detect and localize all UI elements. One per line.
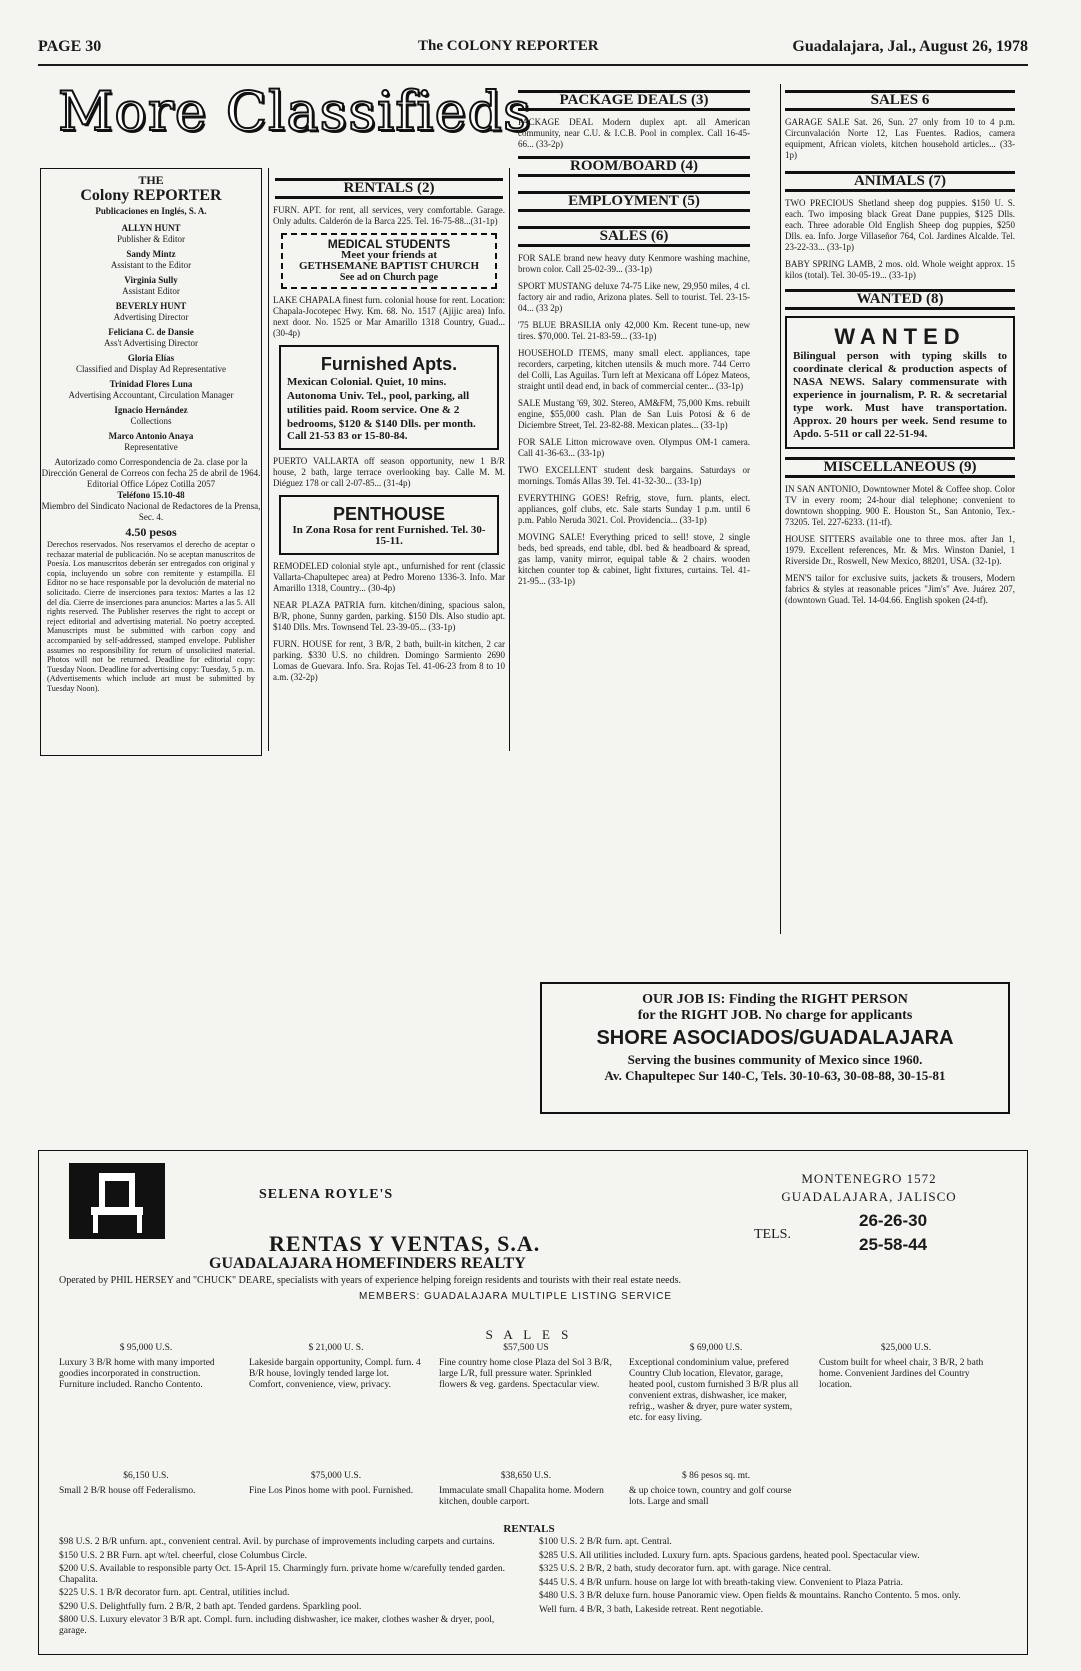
shore-line2: for the RIGHT JOB. No charge for applicants [637, 1008, 913, 1023]
sales-ad-7: TWO EXCELLENT student desk bargains. Saturdays or mornings. Tomás Allas 39. Tel. 41-32-30... (33-1p) [518, 465, 750, 486]
dateline: Guadalajara, Jal., August 26, 1978 [792, 38, 1028, 55]
staff-role: Classified and Display Ad Representative [76, 364, 226, 374]
listing [629, 1471, 803, 1508]
rental-ad-5: NEAR PLAZA PATRIA furn. kitchen/dining, spacious salon, B/R, phone, Sunny garden, parking. $150 Dls. Also studio apt. $140 Dlls. Mrs. Townsend Tel. 23-39-05... (33-1p) [273, 600, 505, 632]
homefinders: GUADALAJARA HOMEFINDERS REALTY [209, 1255, 526, 1272]
rental-ad-3: PUERTO VALLARTA off season opportunity, new 1 B/R house, 2 bath, large terrace overlooking bay. Calle M. M. Diéguez 178 or call 2-07-85... (31-4p) [273, 456, 505, 488]
staff-name: Trinidad Flores Luna [109, 379, 193, 389]
staff-role: Advertising Director [113, 312, 189, 322]
sales-ad-6: FOR SALE Litton microwave oven. Olympus OM-1 camera. Call 41-36-63... (33-1p) [518, 437, 750, 458]
sales-ad-8: EVERYTHING GOES! Refrig, stove, furn. plants, elect. appliances, golf clubs, etc. Sale starts Sunday 1 p.m. until 6 p.m. Pablo Neruda 3021. Col. Providencia... (33-1p) [518, 493, 750, 525]
sales-header: SALES (6) [518, 226, 750, 247]
furnished-title: Furnished Apts. [320, 354, 458, 374]
staff-list [41, 223, 261, 453]
listing-price: $25,000 U.S. [880, 1343, 932, 1353]
listing-text: Exceptional condominium value, prefered Country Club location, Elevator, garage, heated pool, custom furnished 3 B/R plus all convenient extras, dishwasher, ice maker, refrig., washer & dryer, pure water system, etc. for easy living. [629, 1358, 799, 1423]
rental-listing: $290 U.S. Delightfully furn. 2 B/R, 2 bath apt. Tended gardens. Sparkling pool. [59, 1601, 362, 1612]
members: MEMBERS: GUADALAJARA MULTIPLE LISTING SERVICE [359, 1291, 673, 1302]
shore-line1: OUR JOB IS: Finding the RIGHT PERSON [642, 992, 908, 1007]
listing [249, 1343, 423, 1391]
sales-ad-4: HOUSEHOLD ITEMS, many small elect. appliances, tape recorders, carpeting, kitchen utensils & much more. 744 Cerro del Colli, Las Aguilas. Turn left at Mexicana off López Mateos, straight until dead end, in back of commercial center... (33-1p) [518, 348, 750, 391]
rental-listing: $150 U.S. 2 BR Furn. apt w/tel. cheerful, close Columbus Circle. [59, 1550, 308, 1561]
column-4 [780, 84, 1019, 934]
listing [629, 1343, 803, 1424]
shore-name: SHORE ASOCIADOS/GUADALAJARA [596, 1027, 954, 1049]
rental-listing: $445 U.S. 4 B/R unfurn. house on large lot with breath-taking view. Convenient to Plaza Patria. [539, 1577, 903, 1588]
address-1: MONTENEGRO 1572 [801, 1171, 937, 1186]
tels-label: TELS. [754, 1227, 791, 1242]
rental-listing: $225 U.S. 1 B/R decorator furn. apt. Central, utilities includ. [59, 1588, 290, 1598]
operated-by: Operated by PHIL HERSEY and "CHUCK" DEARE, specialists with years of experience helping foreign residents and tourists with their real estate needs. [59, 1275, 681, 1286]
sales-ad-5: SALE Mustang '69, 302. Stereo, AM&FM, 75,000 Kms. rebuilt engine, $55,000 cash. Plan de San Luis Potosí & 6 de Diciembre Street, Tel. 23-82-88. Mexican plates... (33-1p) [518, 398, 750, 430]
listing-text: Immaculate small Chapalita home. Modern kitchen, double carport. [439, 1486, 604, 1507]
listing [249, 1471, 423, 1497]
sales-ad-1: FOR SALE brand new heavy duty Kenmore washing machine, brown color. Call 25-02-39... (33-1p) [518, 253, 750, 274]
rental-ad-4: REMODELED colonial style apt., unfurnished for rent (classic Vallarta-Chapultepec area) at Pedro Moreno 1336-3. Info. Mar Amarillo 1318, Country... (30-4p) [273, 561, 505, 593]
animals-ad-2: BABY SPRING LAMB, 2 mos. old. Whole weight approx. 15 kilos (total). Tel. 30-05-19... (33-1p) [785, 259, 1015, 280]
sales-title: S A L E S [485, 1327, 573, 1342]
rental-listing: $480 U.S. 3 B/R deluxe furn. house Panoramic view. Open fields & mountains. Rancho Contento. 5 mos. only. [539, 1591, 961, 1601]
listing-text: Luxury 3 B/R home with many imported goodies incorporated in construction. Furniture included. Rancho Contento. [59, 1358, 215, 1390]
realty-ad [38, 1150, 1028, 1655]
masthead-price: 4.50 pesos [125, 525, 177, 539]
sales-ad-3: '75 BLUE BRASILIA only 42,000 Km. Recent tune-up, new tires. $70,000. Tel. 21-83-59... (33-1p) [518, 320, 750, 341]
wanted-title: WANTED [834, 324, 966, 349]
package-deals-header: PACKAGE DEALS (3) [518, 90, 750, 111]
listing [439, 1343, 613, 1391]
misc-ad-3: MEN'S tailor for exclusive suits, jackets & trousers, Modern fabrics & styles at reasonable prices "Jim's" Ave. Juárez 207, (downtown Guad. Tel. 14-04.66. English spoken (24-tf). [785, 573, 1015, 605]
masthead-legal: Autorizado como Correspondencia de 2a. clase por la Dirección General de Correos con fecha 25 de abril de 1964. [41, 457, 261, 478]
column-3 [514, 84, 754, 934]
listing-text: Fine country home close Plaza del Sol 3 B/R, large L/R, full pressure water. Sprinkled flowers & veg. gardens. Spectacular view. [439, 1358, 612, 1390]
rentas-y-ventas: RENTAS Y VENTAS, S.A. [269, 1231, 541, 1256]
staff-name: ALLYN HUNT [121, 223, 181, 233]
employment-header: EMPLOYMENT (5) [518, 191, 750, 212]
medical-title: MEDICAL STUDENTS [327, 237, 451, 251]
furnished-call: Call 21-53 83 or 15-80-84. [287, 430, 408, 442]
listing-text: Small 2 B/R house off Federalismo. [59, 1486, 196, 1496]
masthead-member: Miembro del Sindicato Nacional de Redactores de la Prensa, Sec. 4. [41, 501, 261, 522]
staff-name: Sandy Mintz [126, 249, 176, 259]
listing [439, 1471, 613, 1508]
rental-ad-2: LAKE CHAPALA finest furn. colonial house for rent. Location: Chapala-Jocotepec Hwy. Km. 68. No. 1517 (Ajijic area) Info. next door. No. 1525 or Mar Amarillo 1318 Country, Guad... (30-4p) [273, 295, 505, 338]
room-board-header: ROOM/BOARD (4) [518, 156, 750, 177]
rental-listing: $200 U.S. Available to responsible party Oct. 15-April 15. Charmingly furn. private home w/carefully tended garden. Chapalita. [59, 1564, 505, 1585]
address-2: GUADALAJARA, JALISCO [781, 1189, 957, 1204]
penthouse-ad [279, 495, 499, 555]
animals-ad-1: TWO PRECIOUS Shetland sheep dog puppies. $150 U. S. each. Two imposing black Great Dane puppies, $125 Dlls. each. Three adorable Old English Sheep dog puppies, $250 Dlls. ea. Info. Jorge Villaseñor 764, Col. Jardines Alcalde. Tel. 23-22-33... (33-1p) [785, 198, 1015, 252]
masthead-terms: Derechos reservados. Nos reservamos el derecho de aceptar o rechazar material de publicación. No se aceptan manuscritos de Poesía. Los manuscritos deberán ser entregados con original y copia, incluyendo un sobre con remitente y estampilla. El Editor no se hace responsable por la devolución de material no solicitado. Cierre de inserciones para textos: Martes a las 12 del día. Cierre de inserciones para anuncios: Martes a las 5. All rights reserved. The Publisher reserves the right to accept or reject editorial and advertising material. No poetry accepted. Manuscripts must be submitted with carbon copy and accompanied by self-addressed, stamped envelope. Publisher assumes no responsibility for return of unsolicited material. Photos will not be returned. Deadline for editorial copy: Tuesday Noon. Deadline for advertising copy: Tuesday, 5 p. m. (Advertisements which include art must be submitted by Tuesday Noon). [47, 540, 256, 693]
rental-listing: $285 U.S. All utilities included. Luxury furn. apts. Spacious gardens, heated pool. Spectacular view. [539, 1550, 920, 1561]
furnished-apts-ad [279, 345, 499, 450]
rental-listing: $98 U.S. 2 B/R unfurn. apt., convenient central. Avil. by purchase of improvements including carpets and curtains. [59, 1537, 495, 1547]
rentals-left [59, 1537, 519, 1639]
rental-listing: $800 U.S. Luxury elevator 3 B/R apt. Compl. furn. including dishwasher, ice maker, clothes washer & dryer, pool, garage. [59, 1615, 495, 1636]
garage-sale-ad: GARAGE SALE Sat. 26, Sun. 27 only from 10 to 4 p.m. Circunvalación Norte 12, Las Fuentes. Radios, camera equipment, African violets, kitchen household articles... (33-1p) [785, 117, 1015, 160]
staff-name: Virginia Sully [124, 275, 178, 285]
sales-ad-9: MOVING SALE! Everything priced to sell! stove, 2 single beds, bed spreads, end table, dbl. bed & headboard & spread, gas lamp, vanity mirror, equipal table & 2 chairs. wooden kitchen counter top & cabinet, light fixtures, curtains. Tel. 41-21-95... (33-1p) [518, 532, 750, 586]
package-deal-ad: PACKAGE DEAL Modern duplex apt. all American community, near C.U. & I.C.B. Pool in complex. Call 16-45-66... (33-2p) [518, 117, 750, 149]
masthead-office: Editorial Office López Cotilla 2057 [86, 479, 216, 489]
staff-role: Publisher & Editor [117, 234, 185, 244]
shore-ad [540, 982, 1010, 1114]
selena-royle: SELENA ROYLE'S [259, 1187, 394, 1202]
shore-line4: Av. Chapultepec Sur 140-C, Tels. 30-10-63, 30-08-88, 30-15-81 [604, 1068, 946, 1083]
listing [59, 1471, 233, 1497]
staff-role: Collections [130, 416, 172, 426]
page-header [38, 38, 1028, 64]
tel-1: 26-26-30 [859, 1211, 928, 1230]
staff-name: Marco Antonio Anaya [108, 431, 194, 441]
sales-listings [59, 1343, 1009, 1473]
rental-listing: $325 U.S. 2 B/R, 2 bath, study decorator furn. apt. with garage. Nice central. [539, 1564, 832, 1574]
staff-role: Representative [124, 442, 178, 452]
rental-listing: Well furn. 4 B/R, 3 bath, Lakeside retreat. Rent negotiable. [539, 1604, 764, 1615]
listing-price: $57,500 US [503, 1343, 549, 1353]
misc-ad-2: HOUSE SITTERS available one to three mos. after Jan 1, 1979. Excellent references, Mr. & Mrs. Winston Daniel, 1 Riverside Dr., Roswell, New Mexico, 88201, USA. (32-1p). [785, 534, 1015, 566]
rentals-column [268, 168, 510, 751]
rentals-right [539, 1537, 1009, 1618]
sales-ad-2: SPORT MUSTANG deluxe 74-75 Like new, 29,950 miles, 4 cl. factory air and radio, Arizona plates. Sell to tourist. Tel. 23-15-04... (33 2p) [518, 281, 750, 313]
rentals-header: RENTALS (2) [275, 178, 503, 199]
penthouse-body: In Zona Rosa for rent Furnished. Tel. 30-15-11. [292, 524, 486, 547]
listing-text: Lakeside bargain opportunity, Compl. furn. 4 B/R house, lovingly tended large lot. Comfort, convenience, view, privacy. [249, 1358, 421, 1390]
staff-name: Feliciana C. de Dansie [108, 327, 194, 337]
masthead-the: THE [138, 173, 164, 187]
main-title: More Classifieds [58, 80, 532, 143]
rental-ad-1: FURN. APT. for rent, all services, very comfortable. Garage. Only adults. Calderón de la Barca 225. Tel. 16-75-88...(31-1p) [273, 205, 505, 226]
listing-text: Custom built for wheel chair, 3 B/R, 2 bath home. Convenient Jardines del Country location. [819, 1358, 984, 1390]
paper-name: The COLONY REPORTER [418, 38, 599, 54]
sales-6-header: SALES 6 [785, 90, 1015, 111]
listing-price: $ 69,000 U.S. [689, 1343, 743, 1353]
page-number: PAGE 30 [38, 38, 102, 55]
medical-line3: See ad on Church page [339, 272, 439, 283]
tel-2: 25-58-44 [859, 1235, 928, 1254]
listing [819, 1343, 993, 1391]
sales-listings-2 [59, 1471, 1009, 1521]
listing-price: $ 95,000 U.S. [119, 1343, 173, 1353]
staff-role: Assistant to the Editor [110, 260, 192, 270]
shore-line3: Serving the busines community of Mexico since 1960. [627, 1052, 923, 1067]
listing-price: $38,650 U.S. [500, 1471, 552, 1481]
staff-role: Ass't Advertising Director [103, 338, 199, 348]
wanted-header: WANTED (8) [785, 289, 1015, 310]
medical-line1: Meet your friends at [340, 249, 438, 261]
wanted-body: Bilingual person with typing skills to coordinate clerical & production aspects of NASA NEWS. Salary commensurate with experience in journalism, P. R. & secretarial type work. Must have transportation. Approx. 20 hours per week. Send resume to Apdo. 5-511 or call 22-51-94. [793, 350, 1007, 440]
listing-price: $ 21,000 U. S. [308, 1343, 364, 1353]
masthead-phone: Teléfono 15.10-48 [117, 490, 185, 500]
staff-name: Ignacio Hernández [114, 405, 188, 415]
masthead-name: Colony REPORTER [80, 187, 222, 204]
furnished-body: Mexican Colonial. Quiet, 10 mins. Autonoma Univ. Tel., pool, parking, all utilities paid. Room service. One & 2 bedrooms, $120 & $140 Dlls. per month. [287, 376, 476, 430]
staff-name: BEVERLY HUNT [115, 301, 187, 311]
rental-ad-6: FURN. HOUSE for rent, 3 B/R, 2 bath, built-in kitchen, 2 car parking. $330 U.S. no children. Domingo Sarmiento 2690 Lomas de Guevara. Info. Sra. Rojas Tel. 41-06-23 from 8 to 10 a.m. (32-2p) [273, 639, 505, 682]
penthouse-title: PENTHOUSE [332, 504, 446, 524]
masthead [40, 168, 262, 756]
listing-price: $ 86 pesos sq. mt. [681, 1471, 751, 1481]
misc-ad-1: IN SAN ANTONIO, Downtowner Motel & Coffee shop. Color TV in every room; 24-hour dial telephone; convenient to downtown shopping. 900 E. Houston St., San Antonio, Tex.- 73205. Tel. 227-6233. (11-tf). [785, 484, 1015, 527]
listing-text: Fine Los Pinos home with pool. Furnished. [249, 1486, 414, 1496]
rentals-title: RENTALS [503, 1523, 555, 1535]
rental-listing: $100 U.S. 2 B/R furn. apt. Central. [539, 1537, 672, 1547]
listing-price: $6,150 U.S. [123, 1471, 169, 1481]
miscellaneous-header: MISCELLANEOUS (9) [785, 457, 1015, 478]
listing-price: $75,000 U.S. [310, 1471, 362, 1481]
masthead-publisher-co: Publicaciones en Inglés, S. A. [95, 206, 207, 216]
staff-role: Assistant Editor [122, 286, 180, 296]
medical-students-ad [281, 233, 497, 289]
wanted-ad [785, 316, 1015, 449]
chair-logo-icon [69, 1163, 165, 1239]
staff-name: Gloria Elías [127, 353, 175, 363]
medical-line2: GETHSEMANE BAPTIST CHURCH [298, 260, 480, 272]
listing [59, 1343, 233, 1391]
listing-text: & up choice town, country and golf course lots. Large and small [629, 1486, 792, 1507]
animals-header: ANIMALS (7) [785, 171, 1015, 192]
staff-role: Advertising Accountant, Circulation Manager [68, 390, 234, 400]
